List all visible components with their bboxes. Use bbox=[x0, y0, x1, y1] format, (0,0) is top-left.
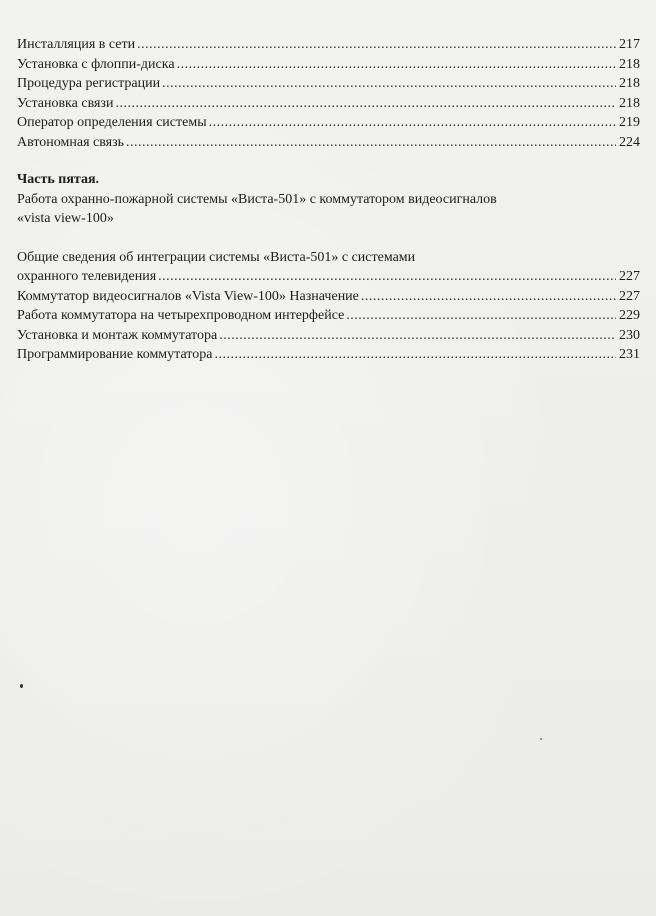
toc-entry bbox=[17, 287, 640, 307]
toc-entry-title: Коммутатор видеосигналов «Vista View-100» Назначение bbox=[17, 288, 359, 304]
toc-entry-page: 230 bbox=[619, 327, 640, 343]
toc-entry bbox=[17, 94, 640, 114]
toc-entry bbox=[17, 326, 640, 346]
toc-entry bbox=[17, 55, 640, 75]
part-heading: Часть пятая. bbox=[17, 172, 100, 187]
toc-entry-multiline bbox=[17, 248, 640, 287]
toc-dot-leader bbox=[219, 326, 616, 346]
toc-dot-leader bbox=[214, 345, 616, 365]
scan-speck bbox=[20, 684, 23, 688]
part-subtitle bbox=[17, 190, 617, 229]
toc-entry-page: 218 bbox=[619, 56, 640, 72]
toc-entry-page: 229 bbox=[619, 308, 640, 323]
toc-entry bbox=[17, 35, 640, 55]
toc-entry-title: Установка и монтаж коммутатора bbox=[17, 327, 218, 343]
toc-entry bbox=[17, 267, 640, 287]
toc-dot-leader bbox=[346, 306, 616, 326]
toc-dot-leader bbox=[137, 35, 616, 55]
toc-entry-page: 224 bbox=[619, 134, 640, 150]
toc-entry-title: Оператор определения системы bbox=[17, 115, 207, 130]
toc-entry bbox=[17, 345, 640, 365]
part-subtitle-line: «vista view-100» bbox=[17, 211, 114, 226]
toc-entry-title: Установка с флоппи-диска bbox=[17, 56, 175, 72]
toc-dot-leader bbox=[209, 113, 616, 133]
toc-entry-title: Автономная связь bbox=[17, 134, 125, 150]
scan-speck bbox=[540, 738, 542, 740]
toc-entry-title: Программирование коммутатора bbox=[17, 347, 213, 362]
toc-entry bbox=[17, 306, 640, 326]
toc-entry bbox=[17, 133, 640, 153]
toc-dot-leader bbox=[361, 287, 616, 307]
toc-entry-page: 218 bbox=[619, 76, 640, 91]
toc-entry-page: 217 bbox=[619, 37, 640, 52]
toc-dot-leader bbox=[158, 267, 616, 287]
part-subtitle-line: Работа охранно-пожарной системы «Виста-501» с коммутатором видеосигналов bbox=[17, 191, 497, 207]
toc-entry-page: 219 bbox=[619, 115, 640, 130]
toc-entry-title: Работа коммутатора на четырехпроводном интерфейсе bbox=[17, 308, 345, 323]
toc-entry-page: 227 bbox=[619, 288, 640, 304]
toc-entry-page: 218 bbox=[619, 95, 640, 111]
table-of-contents bbox=[17, 35, 640, 365]
toc-dot-leader bbox=[115, 94, 616, 114]
toc-entry-title: Инсталляция в сети bbox=[17, 37, 136, 52]
toc-entry-page: 227 bbox=[619, 269, 640, 284]
toc-entry-title: Установка связи bbox=[17, 95, 114, 111]
toc-dot-leader bbox=[162, 74, 616, 94]
toc-entry-page: 231 bbox=[619, 347, 640, 362]
spacer bbox=[17, 229, 640, 248]
toc-entry-title: Процедура регистрации bbox=[17, 76, 161, 91]
toc-entry-title-line2: охранного телевидения bbox=[17, 269, 157, 284]
toc-dot-leader bbox=[126, 133, 616, 153]
toc-dot-leader bbox=[177, 55, 616, 75]
toc-entry bbox=[17, 113, 640, 133]
toc-entry-title-line1: Общие сведения об интеграции системы «Виста-501» с системами bbox=[17, 249, 416, 265]
toc-entry bbox=[17, 74, 640, 94]
